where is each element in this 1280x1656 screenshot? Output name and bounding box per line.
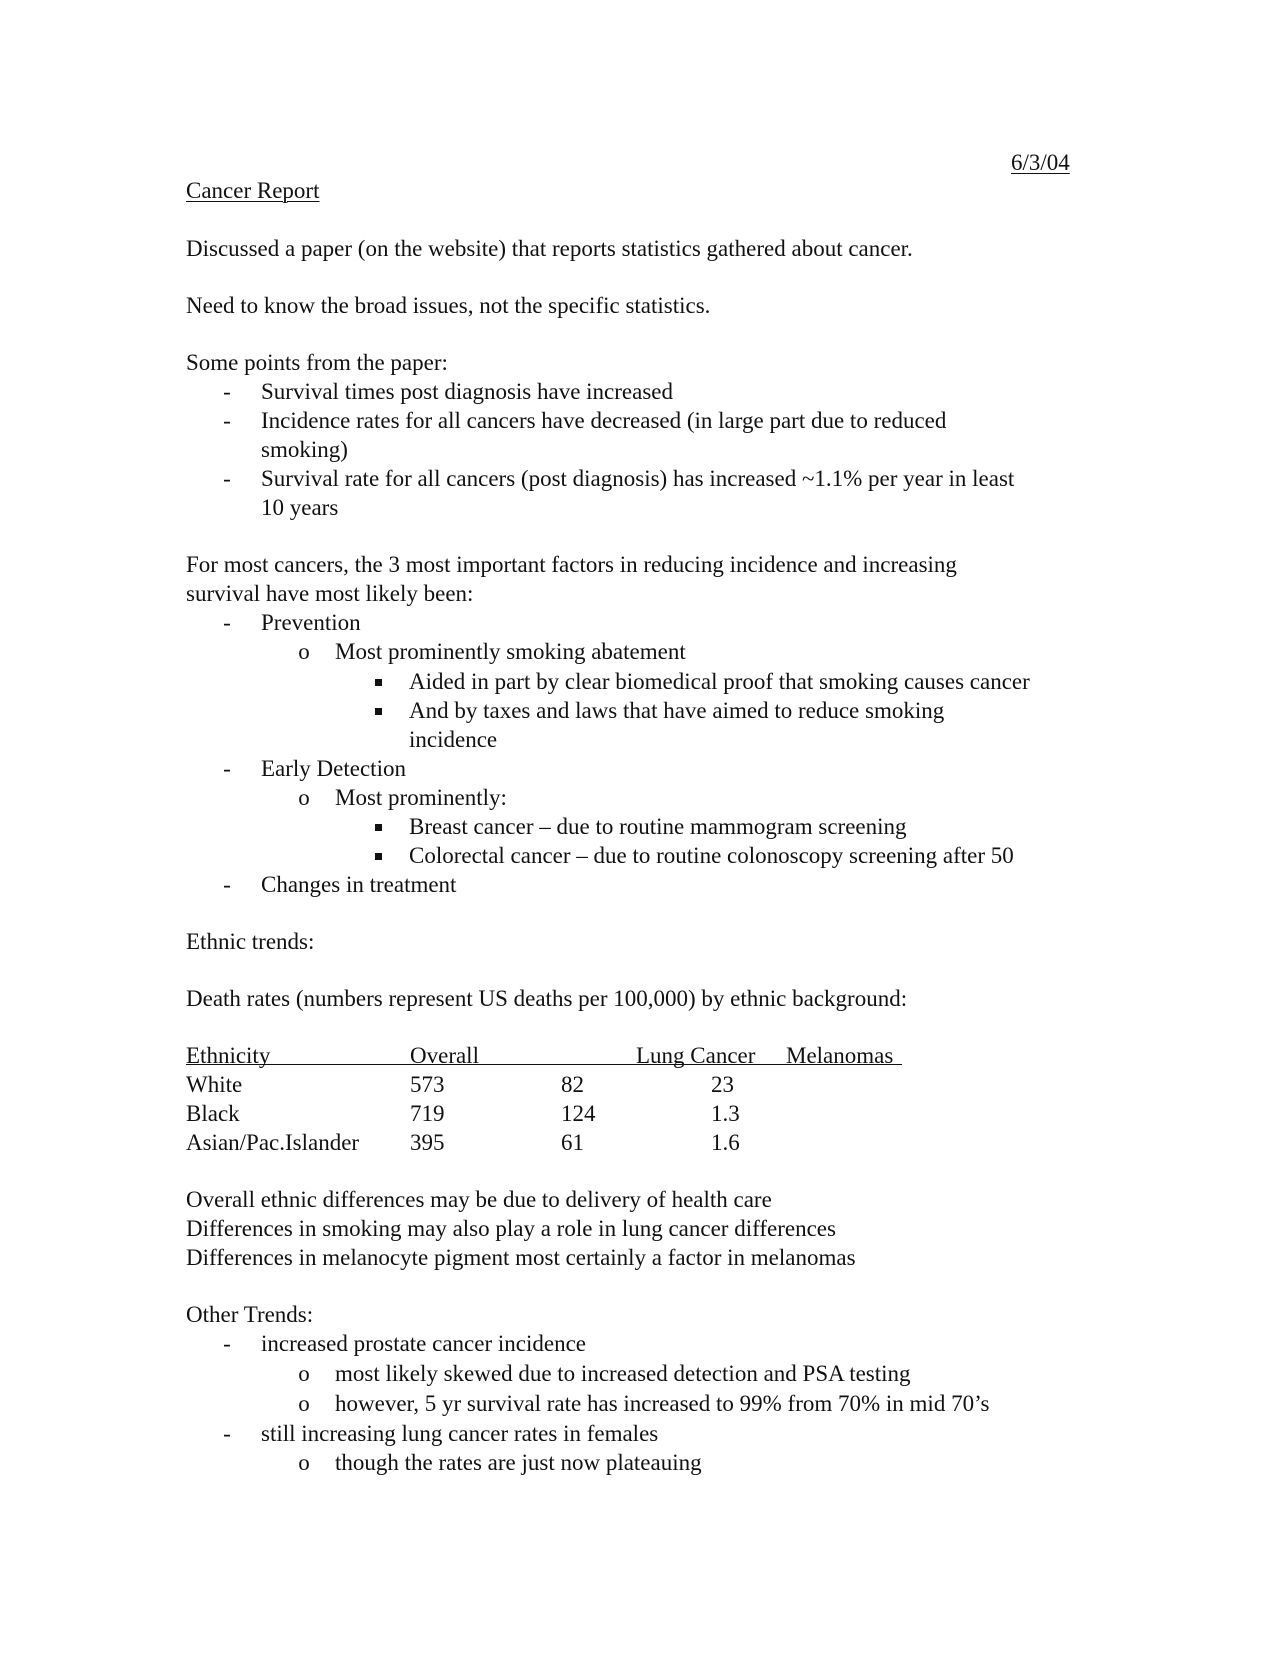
point-3-line-1: Survival rate for all cancers (post diagnosis) has increased ~1.1% per year in least: [261, 466, 1015, 491]
table-header-lung-cancer: Lung Cancer: [636, 1043, 756, 1068]
square-bullet-icon: [375, 679, 382, 686]
factors-heading-line-1: For most cancers, the 3 most important factors in reducing incidence and increasing: [186, 552, 957, 577]
ethnic-note-3: Differences in melanocyte pigment most certainly a factor in melanomas: [186, 1245, 856, 1270]
prevention-sub: Most prominently smoking abatement: [335, 639, 686, 664]
ethnic-note-2: Differences in smoking may also play a role in lung cancer differences: [186, 1216, 836, 1241]
table-cell: Black: [186, 1101, 240, 1126]
dash-bullet: -: [223, 756, 231, 781]
table-header-melanomas: Melanomas: [786, 1043, 894, 1068]
point-2-line-2: smoking): [261, 437, 348, 462]
table-cell: 573: [410, 1072, 445, 1097]
factors-heading-line-2: survival have most likely been:: [186, 581, 474, 606]
prevention-bullet-2: And by taxes and laws that have aimed to reduce smoking: [409, 698, 945, 723]
prevention-bullet-2-cont: incidence: [409, 727, 498, 752]
points-heading: Some points from the paper:: [186, 350, 448, 375]
lung-sub-1: though the rates are just now plateauing: [335, 1450, 702, 1475]
treatment-label: Changes in treatment: [261, 872, 457, 897]
square-bullet-icon: [375, 824, 382, 831]
detection-label: Early Detection: [261, 756, 406, 781]
other-heading: Other Trends:: [186, 1302, 314, 1327]
prevention-bullet-1: Aided in part by clear biomedical proof that smoking causes cancer: [409, 669, 1030, 694]
circle-bullet-icon: o: [298, 1391, 310, 1416]
prevention-label: Prevention: [261, 610, 361, 635]
table-cell: 124: [561, 1101, 596, 1126]
prostate-label: increased prostate cancer incidence: [261, 1331, 586, 1356]
table-cell: White: [186, 1072, 243, 1097]
intro-paragraph-2: Need to know the broad issues, not the specific statistics.: [186, 293, 711, 318]
table-header-ethnicity: Ethnicity: [186, 1043, 271, 1068]
point-1-line-1: Survival times post diagnosis have increased: [261, 379, 674, 404]
square-bullet-icon: [375, 853, 382, 860]
date-stamp: 6/3/04: [1011, 150, 1070, 175]
prostate-sub-1: most likely skewed due to increased detection and PSA testing: [335, 1361, 911, 1386]
dash-bullet: -: [223, 466, 231, 491]
table-cell: 1.6: [711, 1130, 740, 1155]
dash-bullet: -: [223, 1421, 231, 1446]
ethnic-heading: Ethnic trends:: [186, 929, 315, 954]
dash-bullet: -: [223, 610, 231, 635]
detection-sub: Most prominently:: [335, 785, 507, 810]
table-cell: 1.3: [711, 1101, 740, 1126]
prostate-sub-2: however, 5 yr survival rate has increased to 99% from 70% in mid 70’s: [335, 1391, 990, 1416]
ethnic-caption: Death rates (numbers represent US deaths per 100,000) by ethnic background:: [186, 986, 908, 1011]
dash-bullet: -: [223, 1331, 231, 1356]
circle-bullet-icon: o: [298, 785, 310, 810]
intro-paragraph-1: Discussed a paper (on the website) that reports statistics gathered about cancer.: [186, 236, 913, 261]
dash-bullet: -: [223, 872, 231, 897]
table-cell: 61: [561, 1130, 584, 1155]
detection-bullet-1: Breast cancer – due to routine mammogram screening: [409, 814, 907, 839]
document-title: Cancer Report: [186, 178, 320, 203]
circle-bullet-icon: o: [298, 1361, 310, 1386]
table-cell: Asian/Pac.Islander: [186, 1130, 360, 1155]
dash-bullet: -: [223, 408, 231, 433]
point-3-line-2: 10 years: [261, 495, 339, 520]
ethnic-note-1: Overall ethnic differences may be due to delivery of health care: [186, 1187, 772, 1212]
circle-bullet-icon: o: [298, 639, 310, 664]
detection-bullet-2: Colorectal cancer – due to routine colonoscopy screening after 50: [409, 843, 1014, 868]
table-cell: 719: [410, 1101, 445, 1126]
table-cell: 23: [711, 1072, 734, 1097]
table-cell: 395: [410, 1130, 445, 1155]
circle-bullet-icon: o: [298, 1450, 310, 1475]
table-cell: 82: [561, 1072, 584, 1097]
dash-bullet: -: [223, 379, 231, 404]
point-2-line-1: Incidence rates for all cancers have decreased (in large part due to reduced: [261, 408, 947, 433]
table-header-overall: Overall: [410, 1043, 479, 1068]
lung-label: still increasing lung cancer rates in females: [261, 1421, 659, 1446]
square-bullet-icon: [375, 708, 382, 715]
